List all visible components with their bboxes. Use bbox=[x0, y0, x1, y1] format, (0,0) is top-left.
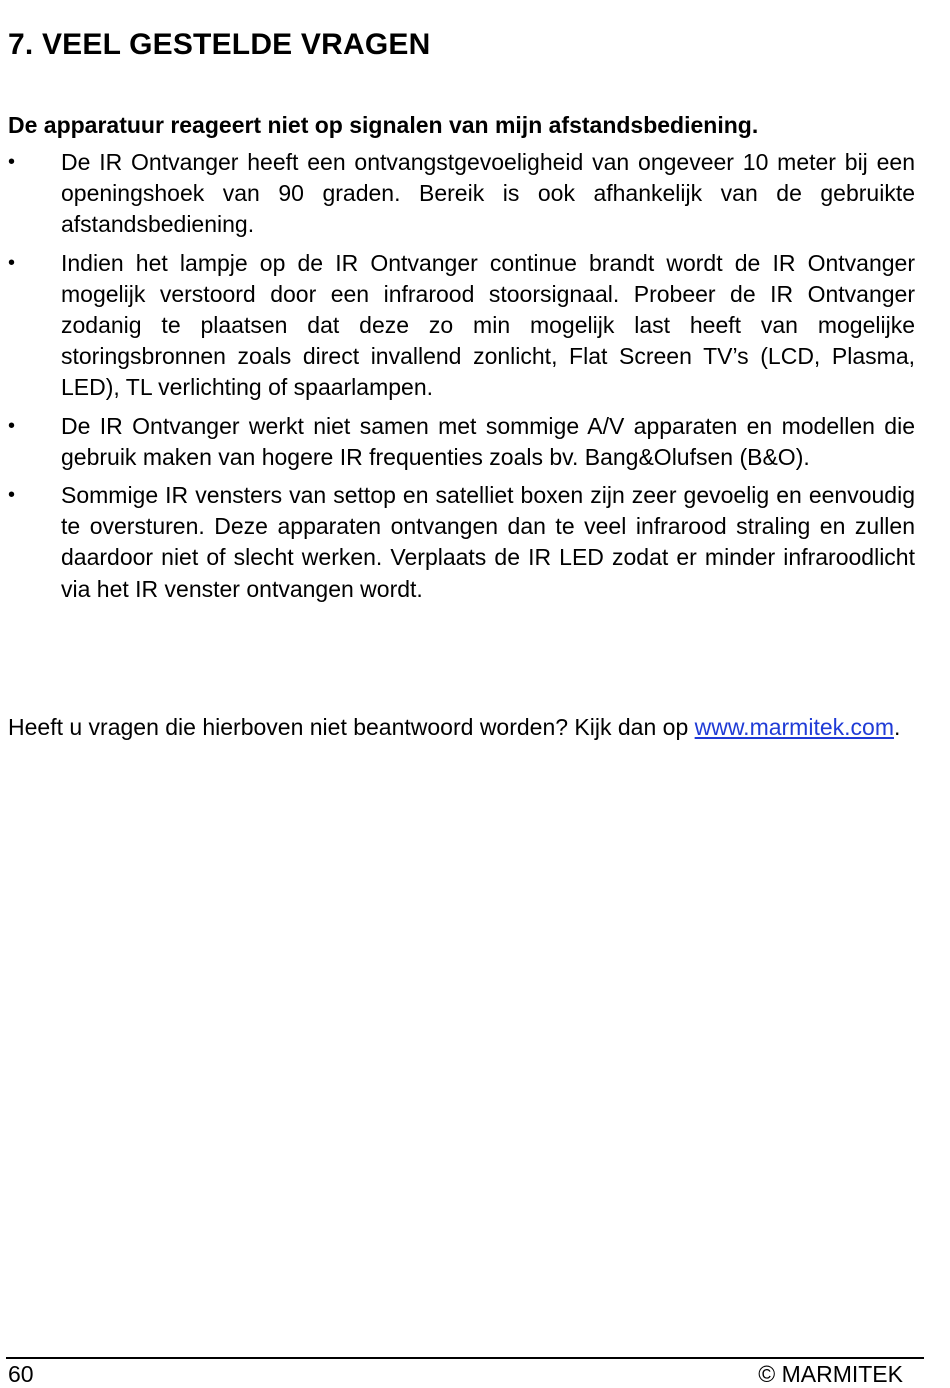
section-heading: 7. VEEL GESTELDE VRAGEN bbox=[8, 28, 431, 61]
faq-question: De apparatuur reageert niet op signalen van mijn afstandsbediening. bbox=[8, 112, 759, 138]
bullet-icon: • bbox=[8, 151, 16, 173]
answer-text: De IR Ontvanger heeft een ontvangstgevoeligheid van ongeveer 10 meter bij een openingshoek van 90 graden. Bereik is ook afhankelijk van de gebruikte afstandsbediening. bbox=[61, 149, 915, 238]
faq-answer-overload bbox=[8, 480, 915, 605]
marmitek-website-link[interactable]: www.marmitek.com bbox=[694, 714, 894, 740]
closing-paragraph bbox=[8, 712, 915, 743]
bullet-icon: • bbox=[8, 484, 16, 507]
bullet-icon: • bbox=[8, 251, 16, 274]
faq-answer-compatibility bbox=[8, 411, 915, 473]
faq-answer-list bbox=[8, 147, 915, 612]
answer-text: Indien het lampje op de IR Ontvanger continue brandt wordt de IR Ontvanger mogelijk verstoord door een infrarood stoorsignaal. Probeer de IR Ontvanger zodanig te plaatsen dat deze zo min mogelijk last heeft van mogelijke storingsbronnen zoals direct invallend zonlicht, Flat Screen TV’s (LCD, Plasma, LED), TL verlichting of spaarlampen. bbox=[61, 249, 915, 401]
brand-copyright: © MARMITEK bbox=[758, 1361, 903, 1387]
faq-answer-interference bbox=[8, 248, 915, 404]
page-number: 60 bbox=[8, 1361, 34, 1387]
footer-divider bbox=[6, 1357, 924, 1359]
bullet-icon: • bbox=[8, 414, 16, 437]
answer-text: De IR Ontvanger werkt niet samen met sommige A/V apparaten en modellen die gebruik maken van hogere IR frequenties zoals bv. Bang&Olufsen (B&O). bbox=[61, 412, 915, 470]
answer-text: Sommige IR vensters van settop en satelliet boxen zijn zeer gevoelig en eenvoudig te oversturen. Deze apparaten ontvangen dan te veel infrarood straling en zullen daardoor niet of slecht werken. Verplaats de IR LED zodat er minder infraroodlicht via het IR venster ontvangen wordt. bbox=[61, 482, 915, 602]
closing-text: Heeft u vragen die hierboven niet beantwoord worden? Kijk dan op bbox=[8, 714, 695, 740]
closing-period: . bbox=[893, 714, 901, 740]
faq-answer-range bbox=[8, 147, 915, 241]
